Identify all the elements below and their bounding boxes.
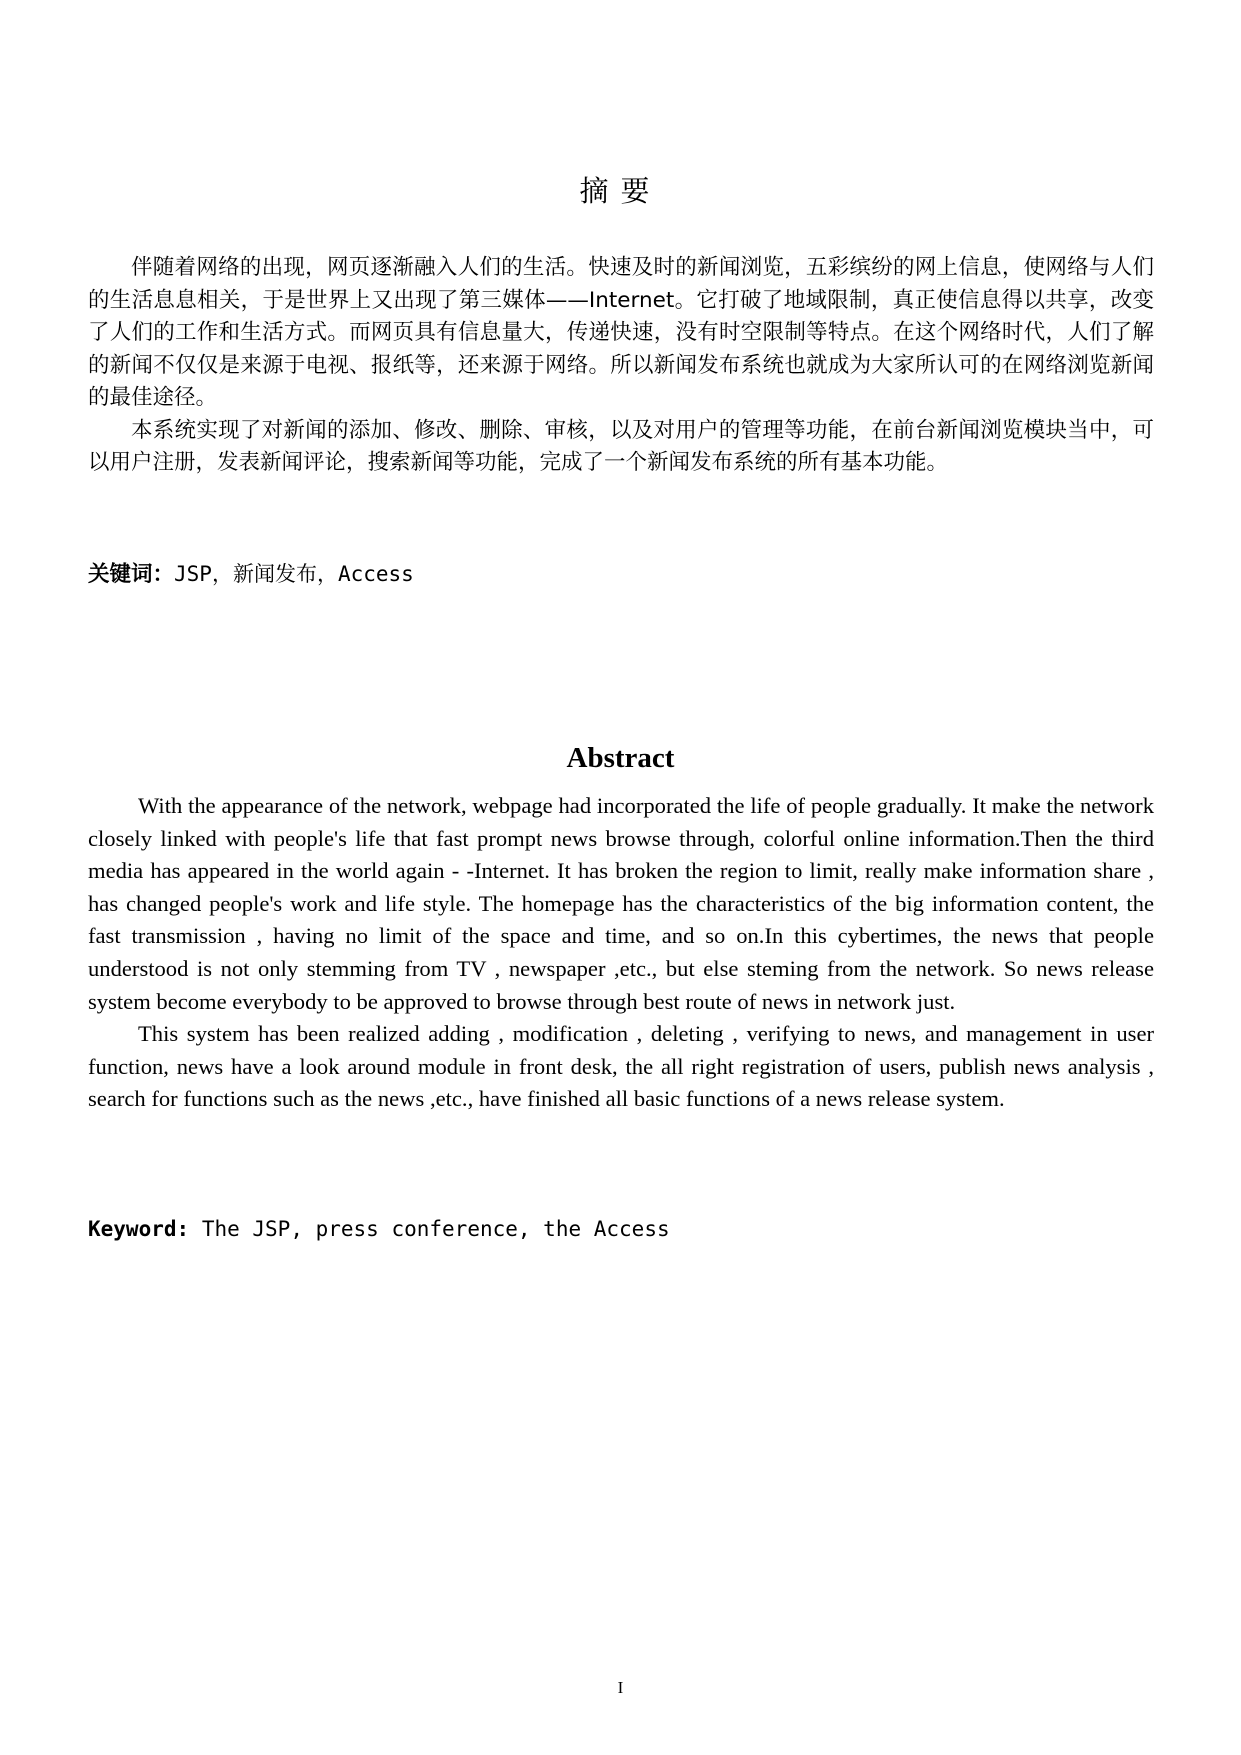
chinese-abstract-paragraph-2: 本系统实现了对新闻的添加、修改、删除、审核，以及对用户的管理等功能，在前台新闻浏览模块当中，可以用户注册，发表新闻评论，搜索新闻等功能，完成了一个新闻发布系统的所有基本功能。 — [88, 417, 1154, 475]
english-keywords-label: Keyword: — [88, 1217, 190, 1241]
chinese-keywords-label: 关键词： — [88, 562, 175, 587]
chinese-abstract-body — [88, 252, 1154, 480]
english-abstract-title: Abstract — [566, 742, 675, 774]
chinese-abstract-title: 摘要 — [579, 174, 662, 208]
chinese-keywords-value: JSP，新闻发布，Access — [174, 562, 414, 586]
chinese-keywords-line — [88, 558, 414, 591]
chinese-abstract-paragraph-1: 伴随着网络的出现，网页逐渐融入人们的生活。快速及时的新闻浏览，五彩缤纷的网上信息，使网络与人们的生活息息相关，于是世界上又出现了第三媒体——Internet。它打破了地域限制，真正使信息得以共享，改变了人们的工作和生活方式。而网页具有信息量大，传递快速，没有时空限制等特点。在这个网络时代，人们了解的新闻不仅仅是来源于电视、报纸等，还来源于网络。所以新闻发布系统也就成为大家所认可的在网络浏览新闻的最佳途径。 — [88, 255, 1154, 410]
english-abstract-paragraph-1: With the appearance of the network, webpage had incorporated the life of people gradually. It make the network closely linked with people's life that fast prompt news browse through, colorful online information.Then the third media has appeared in the world again - -Internet. It has broken the region to limit, really make information share , has changed people's work and life style. The homepage has the characteristics of the big information content, the fast transmission , having no limit of the space and time, and so on.In this cybertimes, the news that people understood is not only stemming from TV , newspaper ,etc., but else steming from the network. So news release system become everybody to be approved to browse through best route of news in network just. — [88, 793, 1154, 1014]
page-number: I — [617, 1678, 624, 1697]
english-abstract-paragraph-2: This system has been realized adding , modification , deleting , verifying to news, and management in user function, news have a look around module in front desk, the all right registration of users, publish news analysis , search for functions such as the news ,etc., have finished all basic functions of a news release system. — [88, 1021, 1154, 1112]
english-abstract-body — [88, 790, 1154, 1116]
english-keywords-line — [88, 1213, 670, 1245]
english-keywords-value: The JSP, press conference, the Access — [201, 1217, 670, 1241]
